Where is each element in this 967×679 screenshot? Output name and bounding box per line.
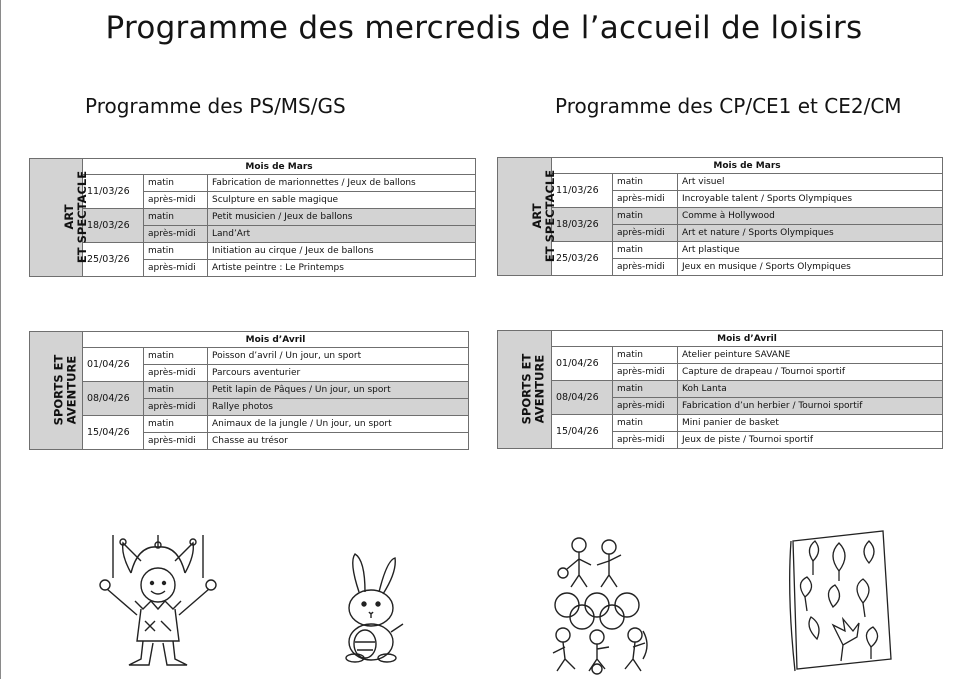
date-cell: 18/03/26 (552, 208, 613, 242)
period-cell: après-midi (613, 259, 678, 276)
date-cell: 15/04/26 (552, 415, 613, 449)
activity-cell: Jeux de piste / Tournoi sportif (678, 432, 943, 449)
left-mars-table (29, 158, 476, 277)
activity-cell: Fabrication de marionnettes / Jeux de ballons (208, 175, 476, 192)
olympic-sports-icon (551, 535, 651, 675)
activity-cell: Rallye photos (208, 399, 469, 416)
date-cell: 01/04/26 (83, 348, 144, 382)
activity-cell: Incroyable talent / Sports Olympiques (678, 191, 943, 208)
period-cell: matin (613, 174, 678, 191)
theme-label-art: ART ET SPECTACLE (498, 158, 552, 276)
date-cell: 25/03/26 (552, 242, 613, 276)
period-cell: après-midi (613, 225, 678, 242)
activity-cell: Poisson d’avril / Un jour, un sport (208, 348, 469, 365)
table-row (30, 348, 469, 365)
month-header: Mois d’Avril (83, 332, 469, 348)
activity-cell: Koh Lanta (678, 381, 943, 398)
table-row (498, 208, 943, 225)
theme-label-sports: SPORTS ET AVENTURE (498, 331, 552, 449)
right-mars-table (497, 157, 943, 276)
right-avril-table (497, 330, 943, 449)
activity-cell: Chasse au trésor (208, 433, 469, 450)
month-header: Mois d’Avril (552, 331, 943, 347)
date-cell: 15/04/26 (83, 416, 144, 450)
activity-cell: Comme à Hollywood (678, 208, 943, 225)
period-cell: après-midi (144, 433, 208, 450)
period-cell: matin (144, 175, 208, 192)
period-cell: après-midi (613, 191, 678, 208)
period-cell: après-midi (144, 192, 208, 209)
period-cell: matin (613, 208, 678, 225)
activity-cell: Initiation au cirque / Jeux de ballons (208, 243, 476, 260)
period-cell: après-midi (613, 364, 678, 381)
period-cell: après-midi (613, 398, 678, 415)
month-header: Mois de Mars (83, 159, 476, 175)
activity-cell: Art visuel (678, 174, 943, 191)
activity-cell: Sculpture en sable magique (208, 192, 476, 209)
date-cell: 25/03/26 (83, 243, 144, 277)
activity-cell: Petit lapin de Pâques / Un jour, un sport (208, 382, 469, 399)
activity-cell: Atelier peinture SAVANE (678, 347, 943, 364)
month-header: Mois de Mars (552, 158, 943, 174)
date-cell: 11/03/26 (552, 174, 613, 208)
date-cell: 08/04/26 (83, 382, 144, 416)
period-cell: après-midi (144, 260, 208, 277)
table-row (30, 382, 469, 399)
activity-cell: Art plastique (678, 242, 943, 259)
period-cell: matin (613, 242, 678, 259)
date-cell: 11/03/26 (83, 175, 144, 209)
left-avril-table (29, 331, 469, 450)
table-row (498, 381, 943, 398)
period-cell: matin (144, 209, 208, 226)
period-cell: après-midi (144, 226, 208, 243)
herbarium-leaves-icon (783, 527, 895, 677)
activity-cell: Artiste peintre : Le Printemps (208, 260, 476, 277)
activity-cell: Animaux de la jungle / Un jour, un sport (208, 416, 469, 433)
activity-cell: Land’Art (208, 226, 476, 243)
table-row (30, 243, 476, 260)
period-cell: matin (144, 348, 208, 365)
table-row (498, 174, 943, 191)
activity-cell: Jeux en musique / Sports Olympiques (678, 259, 943, 276)
activity-cell: Capture de drapeau / Tournoi sportif (678, 364, 943, 381)
right-heading: Programme des CP/CE1 et CE2/CM (555, 94, 902, 118)
page-title: Programme des mercredis de l’accueil de loisirs (105, 10, 863, 46)
date-cell: 18/03/26 (83, 209, 144, 243)
activity-cell: Mini panier de basket (678, 415, 943, 432)
activity-cell: Fabrication d’un herbier / Tournoi sportif (678, 398, 943, 415)
period-cell: matin (144, 382, 208, 399)
date-cell: 01/04/26 (552, 347, 613, 381)
activity-cell: Petit musicien / Jeux de ballons (208, 209, 476, 226)
activity-cell: Art et nature / Sports Olympiques (678, 225, 943, 242)
table-row (498, 242, 943, 259)
table-row (498, 415, 943, 432)
period-cell: matin (144, 243, 208, 260)
table-row (30, 175, 476, 192)
period-cell: après-midi (144, 365, 208, 382)
theme-label-sports: SPORTS ET AVENTURE (30, 332, 83, 450)
jester-puppet-icon (93, 533, 223, 673)
period-cell: matin (613, 415, 678, 432)
period-cell: après-midi (613, 432, 678, 449)
easter-bunny-icon (331, 552, 411, 664)
period-cell: matin (613, 347, 678, 364)
table-row (30, 416, 469, 433)
activity-cell: Parcours aventurier (208, 365, 469, 382)
date-cell: 08/04/26 (552, 381, 613, 415)
table-row (498, 347, 943, 364)
table-row (30, 209, 476, 226)
left-heading: Programme des PS/MS/GS (85, 94, 346, 118)
period-cell: après-midi (144, 399, 208, 416)
period-cell: matin (613, 381, 678, 398)
period-cell: matin (144, 416, 208, 433)
theme-label-art: ART ET SPECTACLE (30, 159, 83, 277)
